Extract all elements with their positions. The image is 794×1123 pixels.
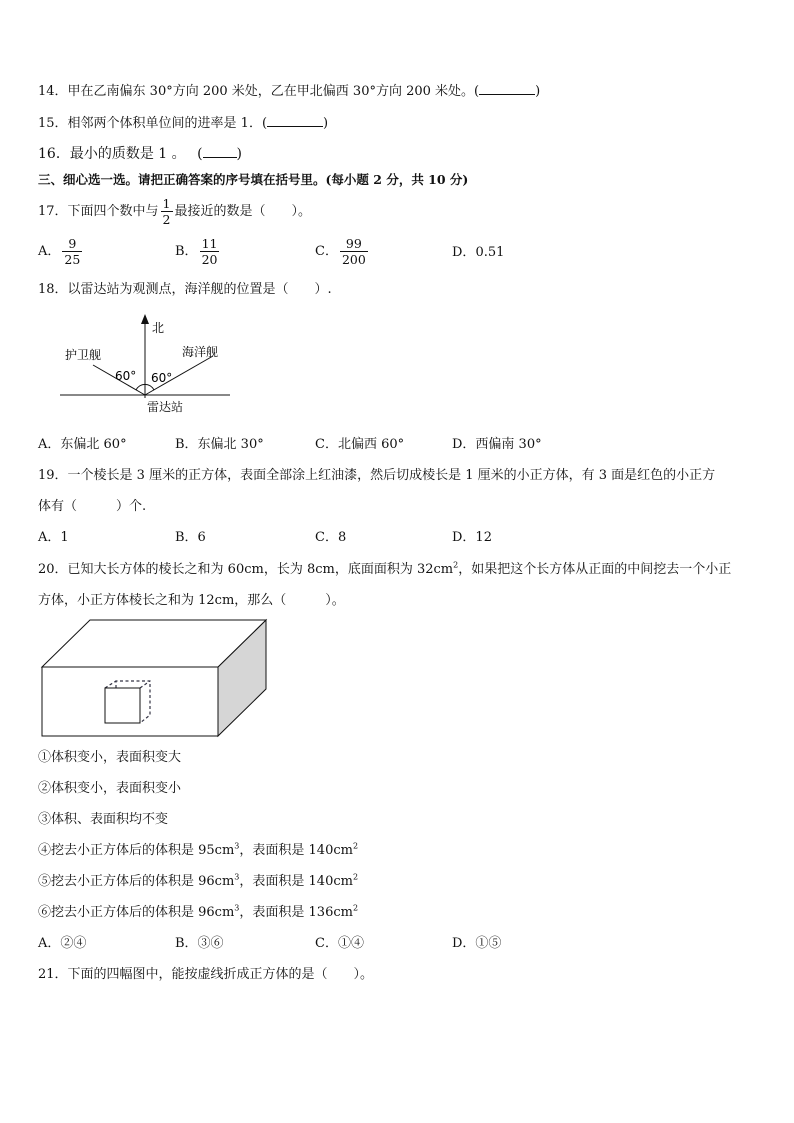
q19-option-c[interactable]: C．8 [315,530,347,545]
q14-text: 14．甲在乙南偏东 30°方向 200 米处，乙在甲北偏西 30°方向 200 米处。( [38,84,480,99]
section-heading: 三、细心选一选。请把正确答案的序号填在括号里。(每小题 2 分，共 10 分) [38,172,469,187]
q18-option-a[interactable]: A．东偏北 60° [38,437,127,452]
q17-suffix: 最接近的数是（ ）。 [174,204,312,219]
question-21: 21．下面的四幅图中，能按虚线折成正方体的是（ ）。 [38,967,374,982]
left-ship-label: 护卫舰 [65,348,102,362]
q17-option-c[interactable]: C． $\frac{99}{200}$ [315,236,366,267]
question-17 [38,196,311,227]
q19-option-a[interactable]: A．1 [38,530,69,545]
question-16 [38,145,242,163]
station-label: 雷达站 [147,400,184,414]
answer-blank-16[interactable] [203,145,237,158]
question-20-line2: 方体，小正方体棱长之和为 12cm，那么（ ）。 [38,593,345,608]
q17-option-b[interactable]: B． $\frac{11}{20}$ [175,236,218,267]
right-ship-label: 海洋舰 [182,345,219,359]
north-label: 北 [152,321,165,335]
q20-option-c[interactable]: C．①④ [315,936,364,951]
q17-option-a[interactable]: A． $\frac{9}{25}$ [38,236,81,267]
q20-choice-1: ①体积变小，表面积变大 [38,750,182,765]
question-20-line1: 20．已知大长方体的棱长之和为 60cm，长为 8cm，底面面积为 $32cm^2$，如果把这个长方体从正面的中间挖去一个小正 [38,560,732,577]
q20-choice-4: ④挖去小正方体后的体积是 $95cm^3$，表面积是 $140cm^2$ [38,841,359,858]
question-15 [38,114,328,133]
q20-choice-3: ③体积、表面积均不变 [38,812,169,827]
right-angle-label: 60° [151,371,173,385]
q19-option-b[interactable]: B．6 [175,530,206,545]
q17-prefix: 17．下面四个数中与 [38,204,159,219]
q20-option-a[interactable]: A．②④ [38,936,87,951]
q18-option-c[interactable]: C．北偏西 60° [315,437,405,452]
question-18: 18．以雷达站为观测点，海洋舰的位置是（ ）. [38,282,332,297]
q15-text: 15．相邻两个体积单位间的进率是 1．( [38,116,268,131]
q16-text: 16．最小的质数是 1 。 ( [38,146,203,162]
answer-blank-15[interactable] [267,114,323,127]
q19-option-d[interactable]: D．12 [452,530,492,545]
q20-option-d[interactable]: D．①⑤ [452,936,502,951]
q20-choice-6: ⑥挖去小正方体后的体积是 $96cm^3$，表面积是 $136cm^2$ [38,903,359,920]
left-angle-label: 60° [115,369,137,383]
answer-blank-14[interactable] [479,82,535,95]
q18-option-d[interactable]: D．西偏南 30° [452,437,542,452]
q20-choice-5: ⑤挖去小正方体后的体积是 $96cm^3$，表面积是 $140cm^2$ [38,872,359,889]
question-14 [38,82,540,101]
cuboid-diagram [38,616,270,740]
q20-choice-2: ②体积变小，表面积变小 [38,781,182,796]
q15-close: ) [323,116,329,131]
question-19-line1: 19．一个棱长是 3 厘米的正方体，表面全部涂上红油漆，然后切成棱长是 1 厘米的小正方体，有 3 面是红色的小正方 [38,468,716,483]
q18-option-b[interactable]: B．东偏北 30° [175,437,264,452]
q16-close: ) [236,146,243,162]
q20-option-b[interactable]: B．③⑥ [175,936,224,951]
q17-option-d[interactable]: D．0.51 [452,245,505,260]
radar-direction-diagram [55,310,245,415]
north-arrow-icon [141,314,149,324]
small-cube-front [105,688,140,723]
q14-close: ) [535,84,541,99]
fraction-one-half: $\frac{1}{2}$ [162,196,171,227]
question-19-line2: 体有（ ）个. [38,499,147,514]
